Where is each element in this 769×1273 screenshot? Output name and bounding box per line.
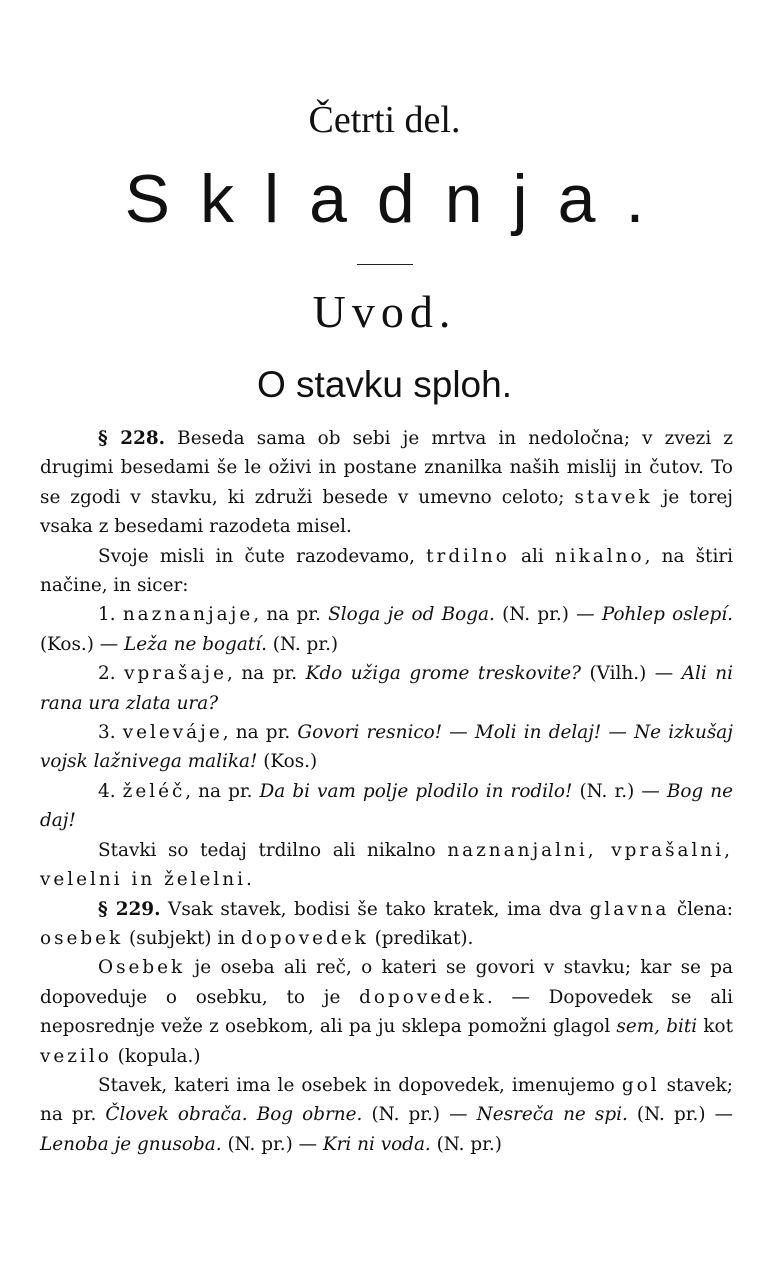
list-item [40, 659, 733, 718]
paragraph-text: , na pr. [253, 604, 329, 626]
paragraph-text: . — Dopovedek se ali neposrednje veže z osebkom, ali pa ju sklepa pomožni glagol [40, 986, 734, 1038]
spaced-term: glavna [589, 898, 670, 920]
paragraph-summary [40, 836, 733, 895]
spaced-term: dopovedek [359, 986, 487, 1008]
paragraph-modes [40, 542, 733, 601]
paragraph-text: Beseda sama ob sebi je mrtva in nedoločna; v zvezi z drugimi besedami še le oživi in postane znanilka naših mislij in čutov. To se zgodi v stavku, ki združi besede v umevno celoto; [40, 428, 734, 508]
spaced-term: osebek [40, 927, 124, 949]
paragraph-text: , na pr. [226, 663, 306, 685]
example: Kdo užiga grome treskovite? [305, 663, 581, 685]
paragraph-text: , na pr. [185, 780, 260, 802]
source-ref: (N. pr.) [430, 1133, 502, 1155]
spaced-term: stavek [574, 486, 653, 508]
paragraph-text: člena: [669, 898, 734, 920]
example: Kri ni voda. [322, 1133, 431, 1155]
example: Govori resnico! [297, 722, 443, 744]
item-number: 2. [98, 663, 125, 685]
spaced-term: trdilno [426, 545, 510, 567]
example: Sloga je od Boga. [328, 604, 495, 626]
paragraph-text: Svoje misli in čute razodevamo, [98, 545, 427, 567]
example: Moli in delaj! [474, 722, 602, 744]
paragraph-text: , na pr. [222, 722, 298, 744]
paragraph-text: Vsak stavek, bodisi še tako kratek, ima dva [160, 898, 590, 920]
source-ref: (N. pr.) — [221, 1133, 323, 1155]
body-text [40, 424, 733, 1159]
title-divider [357, 264, 413, 265]
spaced-term: naznanjalni, vprašalni, velelni in želelni. [40, 839, 733, 891]
source-ref: — [601, 722, 635, 744]
example: Leža ne bogatí. [124, 633, 267, 655]
source-ref: (Vilh.) — [580, 663, 682, 685]
example: Bog ne daj! [40, 780, 733, 832]
section-mark: § 228. [98, 428, 166, 449]
paragraph-text: je oseba ali reč, o kateri se govori v stavku; kar se pa dopoveduje o osebku, to je [40, 957, 733, 1008]
item-number: 4. [98, 780, 123, 802]
source-ref: (N. r.) — [572, 780, 667, 802]
paragraph-gol [40, 1071, 733, 1159]
spaced-term: gol [621, 1074, 660, 1096]
source-ref: — [442, 722, 475, 744]
paragraph-text: , na štiri načine, in sicer: [40, 545, 734, 597]
list-item [40, 718, 733, 777]
source-ref: (N. pr.) — [362, 1104, 477, 1126]
example: Lenoba je gnusoba. [40, 1133, 222, 1155]
item-number: 1. [98, 604, 123, 626]
spaced-term: Osebek [98, 957, 186, 979]
section-mark: § 229. [98, 898, 161, 920]
spaced-term: želéč [122, 780, 186, 802]
spaced-term: veleváje [122, 722, 223, 744]
source-ref: (Kos.) — [40, 633, 125, 655]
paragraph-text: Stavki so tedaj trdilno ali nikalno [98, 839, 448, 861]
spaced-term: vprašaje [124, 663, 227, 685]
example: Ali ni rana ura zlata ura? [40, 663, 733, 714]
example: Ne izkušaj vojsk lažnivega malika! [40, 722, 733, 773]
list-item [40, 777, 733, 836]
paragraph-228 [40, 424, 733, 542]
example: sem, biti [616, 1016, 698, 1038]
spaced-term: nikalno [554, 545, 645, 567]
part-heading: Četrti del. [308, 99, 461, 141]
subtitle: Uvod. [312, 286, 457, 337]
paragraph-text: Stavek, kateri ima le osebek in dopovedek, imenujemo [98, 1074, 622, 1096]
source-ref: (N. pr.) — [494, 604, 602, 626]
example: Nesreča ne spi. [476, 1104, 628, 1126]
paragraph-text: (kopula.) [111, 1045, 201, 1067]
paragraph-text [248, 1104, 257, 1125]
example: Da bi vam polje plodilo in rodilo! [259, 780, 573, 802]
paragraph-osebek [40, 953, 733, 1071]
paragraph-text: kot [697, 1016, 733, 1038]
paragraph-229 [40, 895, 733, 954]
item-number: 3. [98, 722, 123, 744]
paragraph-text: (subjekt) in [123, 927, 241, 949]
paragraph-text: stavek; na pr. [40, 1074, 733, 1126]
paragraph-text: (predikat). [368, 927, 474, 949]
chapter-title: Skladnja. [124, 161, 675, 237]
source-ref: (Kos.) [257, 751, 318, 773]
example: Pohlep oslepí. [601, 604, 733, 626]
spaced-term: dopovedek [241, 927, 369, 949]
paragraph-text: je torej vsaka z besedami razodeta misel. [40, 486, 734, 538]
source-ref: (N. pr.) — [627, 1104, 733, 1126]
spaced-term: vezilo [40, 1045, 112, 1067]
source-ref: (N. pr.) [266, 633, 339, 655]
example: Človek obrača. [105, 1104, 248, 1126]
spaced-term: naznanjaje [122, 604, 254, 626]
list-item [40, 600, 733, 659]
section-heading: O stavku sploh. [256, 364, 512, 405]
example: Bog obrne. [256, 1104, 363, 1126]
paragraph-text: ali [509, 545, 555, 567]
